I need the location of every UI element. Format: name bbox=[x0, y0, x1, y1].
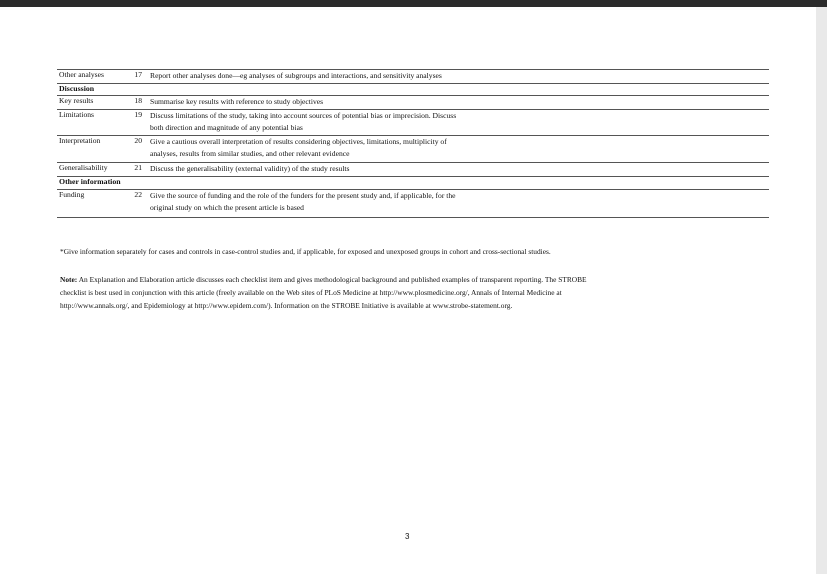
item-recommendation: Summarise key results with reference to study objectives bbox=[150, 97, 324, 106]
viewer-background bbox=[816, 7, 827, 574]
item-topic: Funding bbox=[59, 190, 85, 199]
item-number: 20 bbox=[134, 136, 142, 145]
note-label: Note: bbox=[60, 275, 78, 284]
note-line: http://www.annals.org/, and Epidemiology at http://www.epidem.com/). Information on the STROBE Initiative is available at www.strobe-statement.org. bbox=[60, 301, 513, 310]
item-number: 19 bbox=[134, 110, 142, 119]
recommendation-line: Give the source of funding and the role of the funders for the present study and, if applicable, for the bbox=[150, 191, 456, 200]
item-number: 21 bbox=[134, 163, 142, 172]
note-paragraph bbox=[60, 273, 760, 312]
item-topic: Key results bbox=[59, 96, 94, 105]
item-topic: Generalisability bbox=[59, 163, 108, 172]
note-line: checklist is best used in conjunction with this article (freely available on the Web sites of PLoS Medicine at http://www.plosmedicine.org/, Annals of Internal Medicine at bbox=[60, 288, 562, 297]
item-number: 17 bbox=[134, 70, 142, 79]
recommendation-line: analyses, results from similar studies, and other relevant evidence bbox=[150, 148, 350, 158]
recommendation-line: Discuss limitations of the study, taking into account sources of potential bias or imprecision. Discuss bbox=[150, 111, 457, 120]
table-row bbox=[57, 96, 769, 110]
footnote: *Give information separately for cases and controls in case-control studies and, if applicable, for exposed and unexposed groups in cohort and cross-sectional studies. bbox=[60, 247, 551, 256]
checklist-table bbox=[57, 69, 769, 218]
section-heading-other-information: Other information bbox=[59, 177, 121, 186]
section-heading-row bbox=[57, 177, 769, 190]
note-line: An Explanation and Elaboration article discusses each checklist item and gives methodological background and published examples of transparent reporting. The STROBE bbox=[78, 275, 587, 284]
recommendation-line: both direction and magnitude of any potential bias bbox=[150, 122, 303, 132]
section-heading-discussion: Discussion bbox=[59, 84, 95, 93]
item-recommendation bbox=[150, 110, 550, 133]
page-number: 3 bbox=[405, 532, 410, 541]
item-topic: Other analyses bbox=[59, 70, 104, 79]
item-topic: Interpretation bbox=[59, 136, 101, 145]
table-row bbox=[57, 110, 769, 136]
table-row bbox=[57, 69, 769, 84]
section-heading-row bbox=[57, 84, 769, 96]
item-recommendation: Report other analyses done—eg analyses of subgroups and interactions, and sensitivity analyses bbox=[150, 71, 442, 80]
recommendation-line: original study on which the present article is based bbox=[150, 202, 304, 212]
item-recommendation bbox=[150, 190, 550, 213]
item-number: 22 bbox=[134, 190, 142, 199]
table-row bbox=[57, 163, 769, 177]
table-row bbox=[57, 136, 769, 163]
item-topic: Limitations bbox=[59, 110, 95, 119]
item-number: 18 bbox=[134, 96, 142, 105]
item-recommendation bbox=[150, 136, 550, 159]
document-page bbox=[0, 7, 816, 574]
table-row bbox=[57, 190, 769, 218]
item-recommendation: Discuss the generalisability (external validity) of the study results bbox=[150, 164, 350, 173]
recommendation-line: Give a cautious overall interpretation of results considering objectives, limitations, multiplicity of bbox=[150, 137, 447, 146]
